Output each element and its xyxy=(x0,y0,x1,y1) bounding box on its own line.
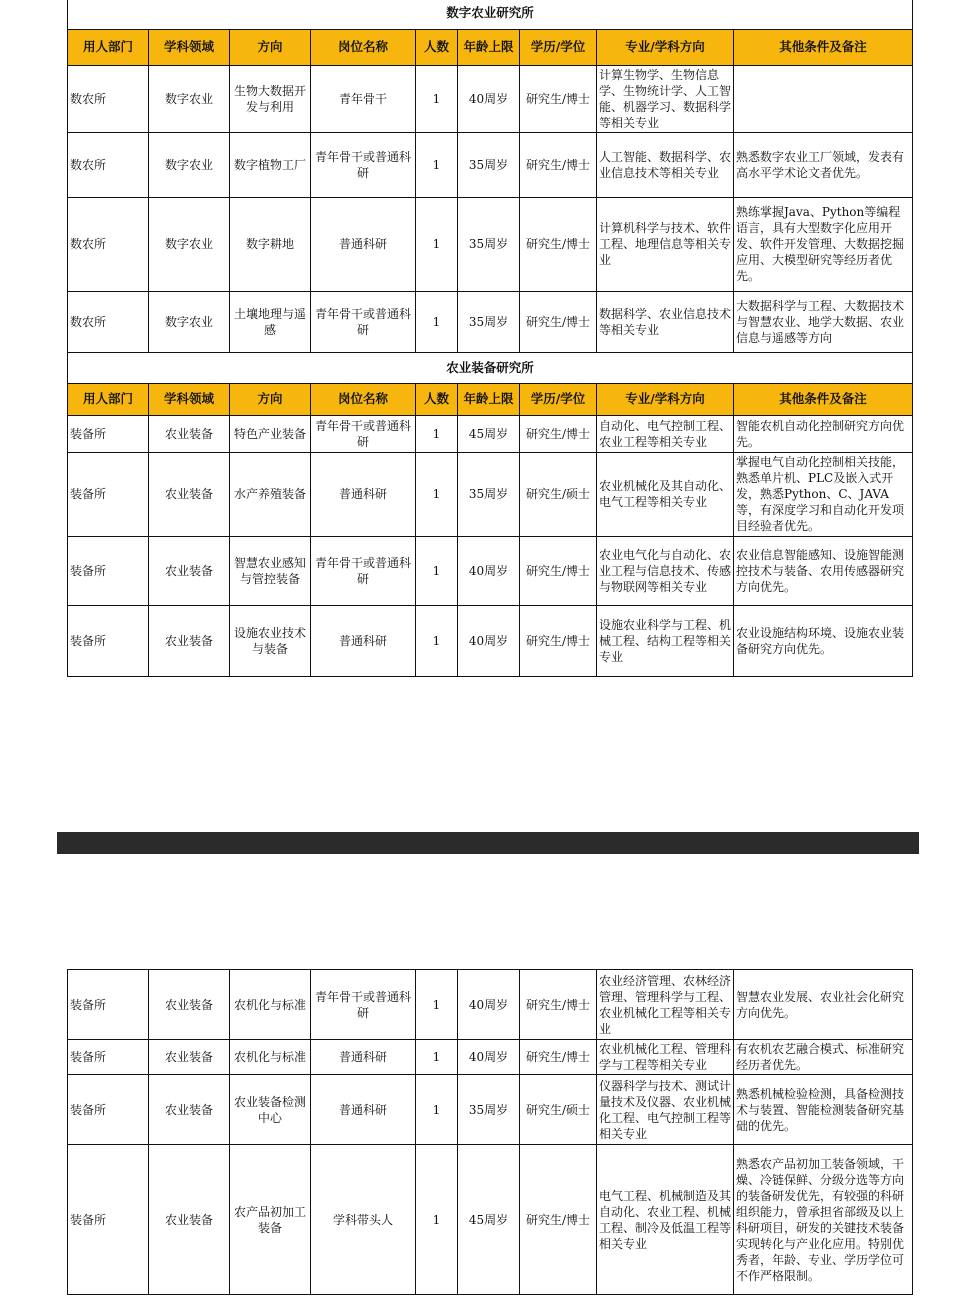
cell-degree: 研究生/博士 xyxy=(520,605,597,676)
header-count: 人数 xyxy=(416,383,458,415)
cell-notes: 农业设施结构环境、设施农业装备研究方向优先。 xyxy=(734,605,913,676)
cell-major: 计算生物学、生物信息学、生物统计学、人工智能、机器学习、数据科学等相关专业 xyxy=(597,65,734,132)
header-degree: 学历/学位 xyxy=(520,383,597,415)
cell-major: 农业机械化及其自动化、电气工程等相关专业 xyxy=(597,452,734,536)
cell-major: 农业机械化工程、管理科学与工程等相关专业 xyxy=(597,1040,734,1075)
cell-degree: 研究生/博士 xyxy=(520,65,597,132)
cell-age: 35周岁 xyxy=(458,291,520,352)
cell-field: 农业装备 xyxy=(149,415,230,452)
header-dept: 用人部门 xyxy=(68,383,149,415)
header-position: 岗位名称 xyxy=(311,29,416,65)
cell-direction: 智慧农业感知与管控装备 xyxy=(230,536,311,605)
table-row xyxy=(68,197,913,291)
cell-age: 35周岁 xyxy=(458,132,520,197)
table-row xyxy=(68,1075,913,1145)
cell-direction: 农业装备检测中心 xyxy=(230,1075,311,1145)
cell-field: 农业装备 xyxy=(149,1040,230,1075)
cell-dept: 数农所 xyxy=(68,65,149,132)
cell-major: 设施农业科学与工程、机械工程、结构工程等相关专业 xyxy=(597,605,734,676)
cell-major: 电气工程、机械制造及其自动化、农业工程、机械工程、制冷及低温工程等相关专业 xyxy=(597,1145,734,1295)
cell-degree: 研究生/博士 xyxy=(520,1145,597,1295)
cell-direction: 设施农业技术与装备 xyxy=(230,605,311,676)
cell-dept: 装备所 xyxy=(68,452,149,536)
cell-field: 农业装备 xyxy=(149,1145,230,1295)
cell-position: 学科带头人 xyxy=(311,1145,416,1295)
cell-field: 农业装备 xyxy=(149,970,230,1040)
cell-position: 青年骨干或普通科研 xyxy=(311,132,416,197)
cell-major: 计算机科学与技术、软件工程、地理信息等相关专业 xyxy=(597,197,734,291)
cell-degree: 研究生/博士 xyxy=(520,1040,597,1075)
table-row xyxy=(68,605,913,676)
cell-age: 40周岁 xyxy=(458,1040,520,1075)
cell-notes: 熟练掌握Java、Python等编程语言，具有大型数字化应用开发、软件开发管理、大数据挖掘应用、大模型研究等经历者优先。 xyxy=(734,197,913,291)
header-direction: 方向 xyxy=(230,383,311,415)
header-field: 学科领域 xyxy=(149,29,230,65)
cell-direction: 农机化与标准 xyxy=(230,1040,311,1075)
cell-count: 1 xyxy=(416,197,458,291)
header-notes: 其他条件及备注 xyxy=(734,29,913,65)
cell-direction: 农机化与标准 xyxy=(230,970,311,1040)
cell-major: 农业电气化与自动化、农业工程与信息技术、传感与物联网等相关专业 xyxy=(597,536,734,605)
cell-count: 1 xyxy=(416,65,458,132)
header-field: 学科领域 xyxy=(149,383,230,415)
cell-field: 数字农业 xyxy=(149,132,230,197)
cell-degree: 研究生/博士 xyxy=(520,415,597,452)
cell-field: 农业装备 xyxy=(149,605,230,676)
cell-count: 1 xyxy=(416,1145,458,1295)
table-digital-agriculture xyxy=(67,0,913,677)
cell-direction: 生物大数据开发与利用 xyxy=(230,65,311,132)
cell-degree: 研究生/博士 xyxy=(520,970,597,1040)
cell-notes xyxy=(734,65,913,132)
cell-notes: 掌握电气自动化控制相关技能，熟悉单片机、PLC及嵌入式开发，熟悉Python、C、JAVA等，有深度学习和自动化开发项目经验者优先。 xyxy=(734,452,913,536)
cell-position: 青年骨干或普通科研 xyxy=(311,970,416,1040)
cell-count: 1 xyxy=(416,605,458,676)
cell-age: 45周岁 xyxy=(458,415,520,452)
page-separator-band xyxy=(57,832,919,854)
cell-direction: 数字耕地 xyxy=(230,197,311,291)
cell-major: 数据科学、农业信息技术等相关专业 xyxy=(597,291,734,352)
cell-age: 35周岁 xyxy=(458,452,520,536)
cell-position: 青年骨干 xyxy=(311,65,416,132)
cell-count: 1 xyxy=(416,415,458,452)
cell-major: 农业经济管理、农林经济管理、管理科学与工程、农业机械化工程等相关专业 xyxy=(597,970,734,1040)
cell-direction: 数字植物工厂 xyxy=(230,132,311,197)
cell-position: 普通科研 xyxy=(311,1040,416,1075)
cell-notes: 智能农机自动化控制研究方向优先。 xyxy=(734,415,913,452)
header-age: 年龄上限 xyxy=(458,383,520,415)
table-row xyxy=(68,291,913,352)
cell-direction: 特色产业装备 xyxy=(230,415,311,452)
table-row xyxy=(68,415,913,452)
cell-age: 40周岁 xyxy=(458,605,520,676)
table-row xyxy=(68,536,913,605)
cell-position: 青年骨干或普通科研 xyxy=(311,415,416,452)
cell-age: 35周岁 xyxy=(458,1075,520,1145)
cell-notes: 熟悉机械检验检测，具备检测技术与装置、智能检测装备研究基础的优先。 xyxy=(734,1075,913,1145)
cell-dept: 数农所 xyxy=(68,291,149,352)
header-major: 专业/学科方向 xyxy=(597,383,734,415)
header-notes: 其他条件及备注 xyxy=(734,383,913,415)
cell-age: 40周岁 xyxy=(458,65,520,132)
table-agri-equipment-continued xyxy=(67,969,913,1295)
cell-field: 数字农业 xyxy=(149,291,230,352)
cell-notes: 熟悉农产品初加工装备领域，干燥、冷链保鲜、分级分选等方向的装备研发优先，有较强的科研组织能力，曾承担省部级及以上科研项目，研发的关键技术装备实现转化与产业化应用。特别优秀者，年龄、专业、学历学位可不作严格限制。 xyxy=(734,1145,913,1295)
cell-major: 人工智能、数据科学、农业信息技术等相关专业 xyxy=(597,132,734,197)
cell-count: 1 xyxy=(416,970,458,1040)
cell-count: 1 xyxy=(416,132,458,197)
cell-degree: 研究生/博士 xyxy=(520,536,597,605)
cell-count: 1 xyxy=(416,452,458,536)
cell-field: 数字农业 xyxy=(149,65,230,132)
cell-position: 青年骨干或普通科研 xyxy=(311,536,416,605)
section-title: 数字农业研究所 xyxy=(68,0,913,29)
table-row xyxy=(68,132,913,197)
cell-field: 数字农业 xyxy=(149,197,230,291)
cell-position: 青年骨干或普通科研 xyxy=(311,291,416,352)
cell-age: 45周岁 xyxy=(458,1145,520,1295)
cell-position: 普通科研 xyxy=(311,197,416,291)
cell-degree: 研究生/硕士 xyxy=(520,1075,597,1145)
cell-dept: 装备所 xyxy=(68,1075,149,1145)
header-dept: 用人部门 xyxy=(68,29,149,65)
cell-field: 农业装备 xyxy=(149,452,230,536)
cell-dept: 装备所 xyxy=(68,970,149,1040)
cell-position: 普通科研 xyxy=(311,605,416,676)
header-position: 岗位名称 xyxy=(311,383,416,415)
cell-dept: 装备所 xyxy=(68,605,149,676)
cell-direction: 水产养殖装备 xyxy=(230,452,311,536)
section-title: 农业装备研究所 xyxy=(68,352,913,383)
cell-dept: 数农所 xyxy=(68,132,149,197)
cell-notes: 智慧农业发展、农业社会化研究方向优先。 xyxy=(734,970,913,1040)
cell-major: 自动化、电气控制工程、农业工程等相关专业 xyxy=(597,415,734,452)
header-degree: 学历/学位 xyxy=(520,29,597,65)
cell-degree: 研究生/硕士 xyxy=(520,452,597,536)
cell-direction: 农产品初加工装备 xyxy=(230,1145,311,1295)
cell-degree: 研究生/博士 xyxy=(520,291,597,352)
cell-age: 35周岁 xyxy=(458,197,520,291)
cell-count: 1 xyxy=(416,1040,458,1075)
header-count: 人数 xyxy=(416,29,458,65)
cell-dept: 数农所 xyxy=(68,197,149,291)
cell-age: 40周岁 xyxy=(458,536,520,605)
cell-position: 普通科研 xyxy=(311,1075,416,1145)
cell-dept: 装备所 xyxy=(68,415,149,452)
header-age: 年龄上限 xyxy=(458,29,520,65)
header-row xyxy=(68,29,913,65)
cell-dept: 装备所 xyxy=(68,536,149,605)
cell-field: 农业装备 xyxy=(149,536,230,605)
cell-count: 1 xyxy=(416,536,458,605)
header-major: 专业/学科方向 xyxy=(597,29,734,65)
cell-degree: 研究生/博士 xyxy=(520,132,597,197)
cell-notes: 有农机农艺融合模式、标准研究经历者优先。 xyxy=(734,1040,913,1075)
table-row xyxy=(68,1040,913,1075)
cell-notes: 熟悉数字农业工厂领域，发表有高水平学术论文者优先。 xyxy=(734,132,913,197)
cell-direction: 土壤地理与遥感 xyxy=(230,291,311,352)
table-row xyxy=(68,1145,913,1295)
cell-notes: 农业信息智能感知、设施智能测控技术与装备、农用传感器研究方向优先。 xyxy=(734,536,913,605)
table-row xyxy=(68,970,913,1040)
header-direction: 方向 xyxy=(230,29,311,65)
table-row xyxy=(68,65,913,132)
cell-notes: 大数据科学与工程、大数据技术与智慧农业、地学大数据、农业信息与遥感等方向 xyxy=(734,291,913,352)
cell-count: 1 xyxy=(416,1075,458,1145)
cell-major: 仪器科学与技术、测试计量技术及仪器、农业机械化工程、电气控制工程等相关专业 xyxy=(597,1075,734,1145)
header-row xyxy=(68,383,913,415)
table-row xyxy=(68,452,913,536)
cell-position: 普通科研 xyxy=(311,452,416,536)
cell-degree: 研究生/博士 xyxy=(520,197,597,291)
cell-count: 1 xyxy=(416,291,458,352)
cell-age: 40周岁 xyxy=(458,970,520,1040)
cell-dept: 装备所 xyxy=(68,1145,149,1295)
cell-dept: 装备所 xyxy=(68,1040,149,1075)
cell-field: 农业装备 xyxy=(149,1075,230,1145)
